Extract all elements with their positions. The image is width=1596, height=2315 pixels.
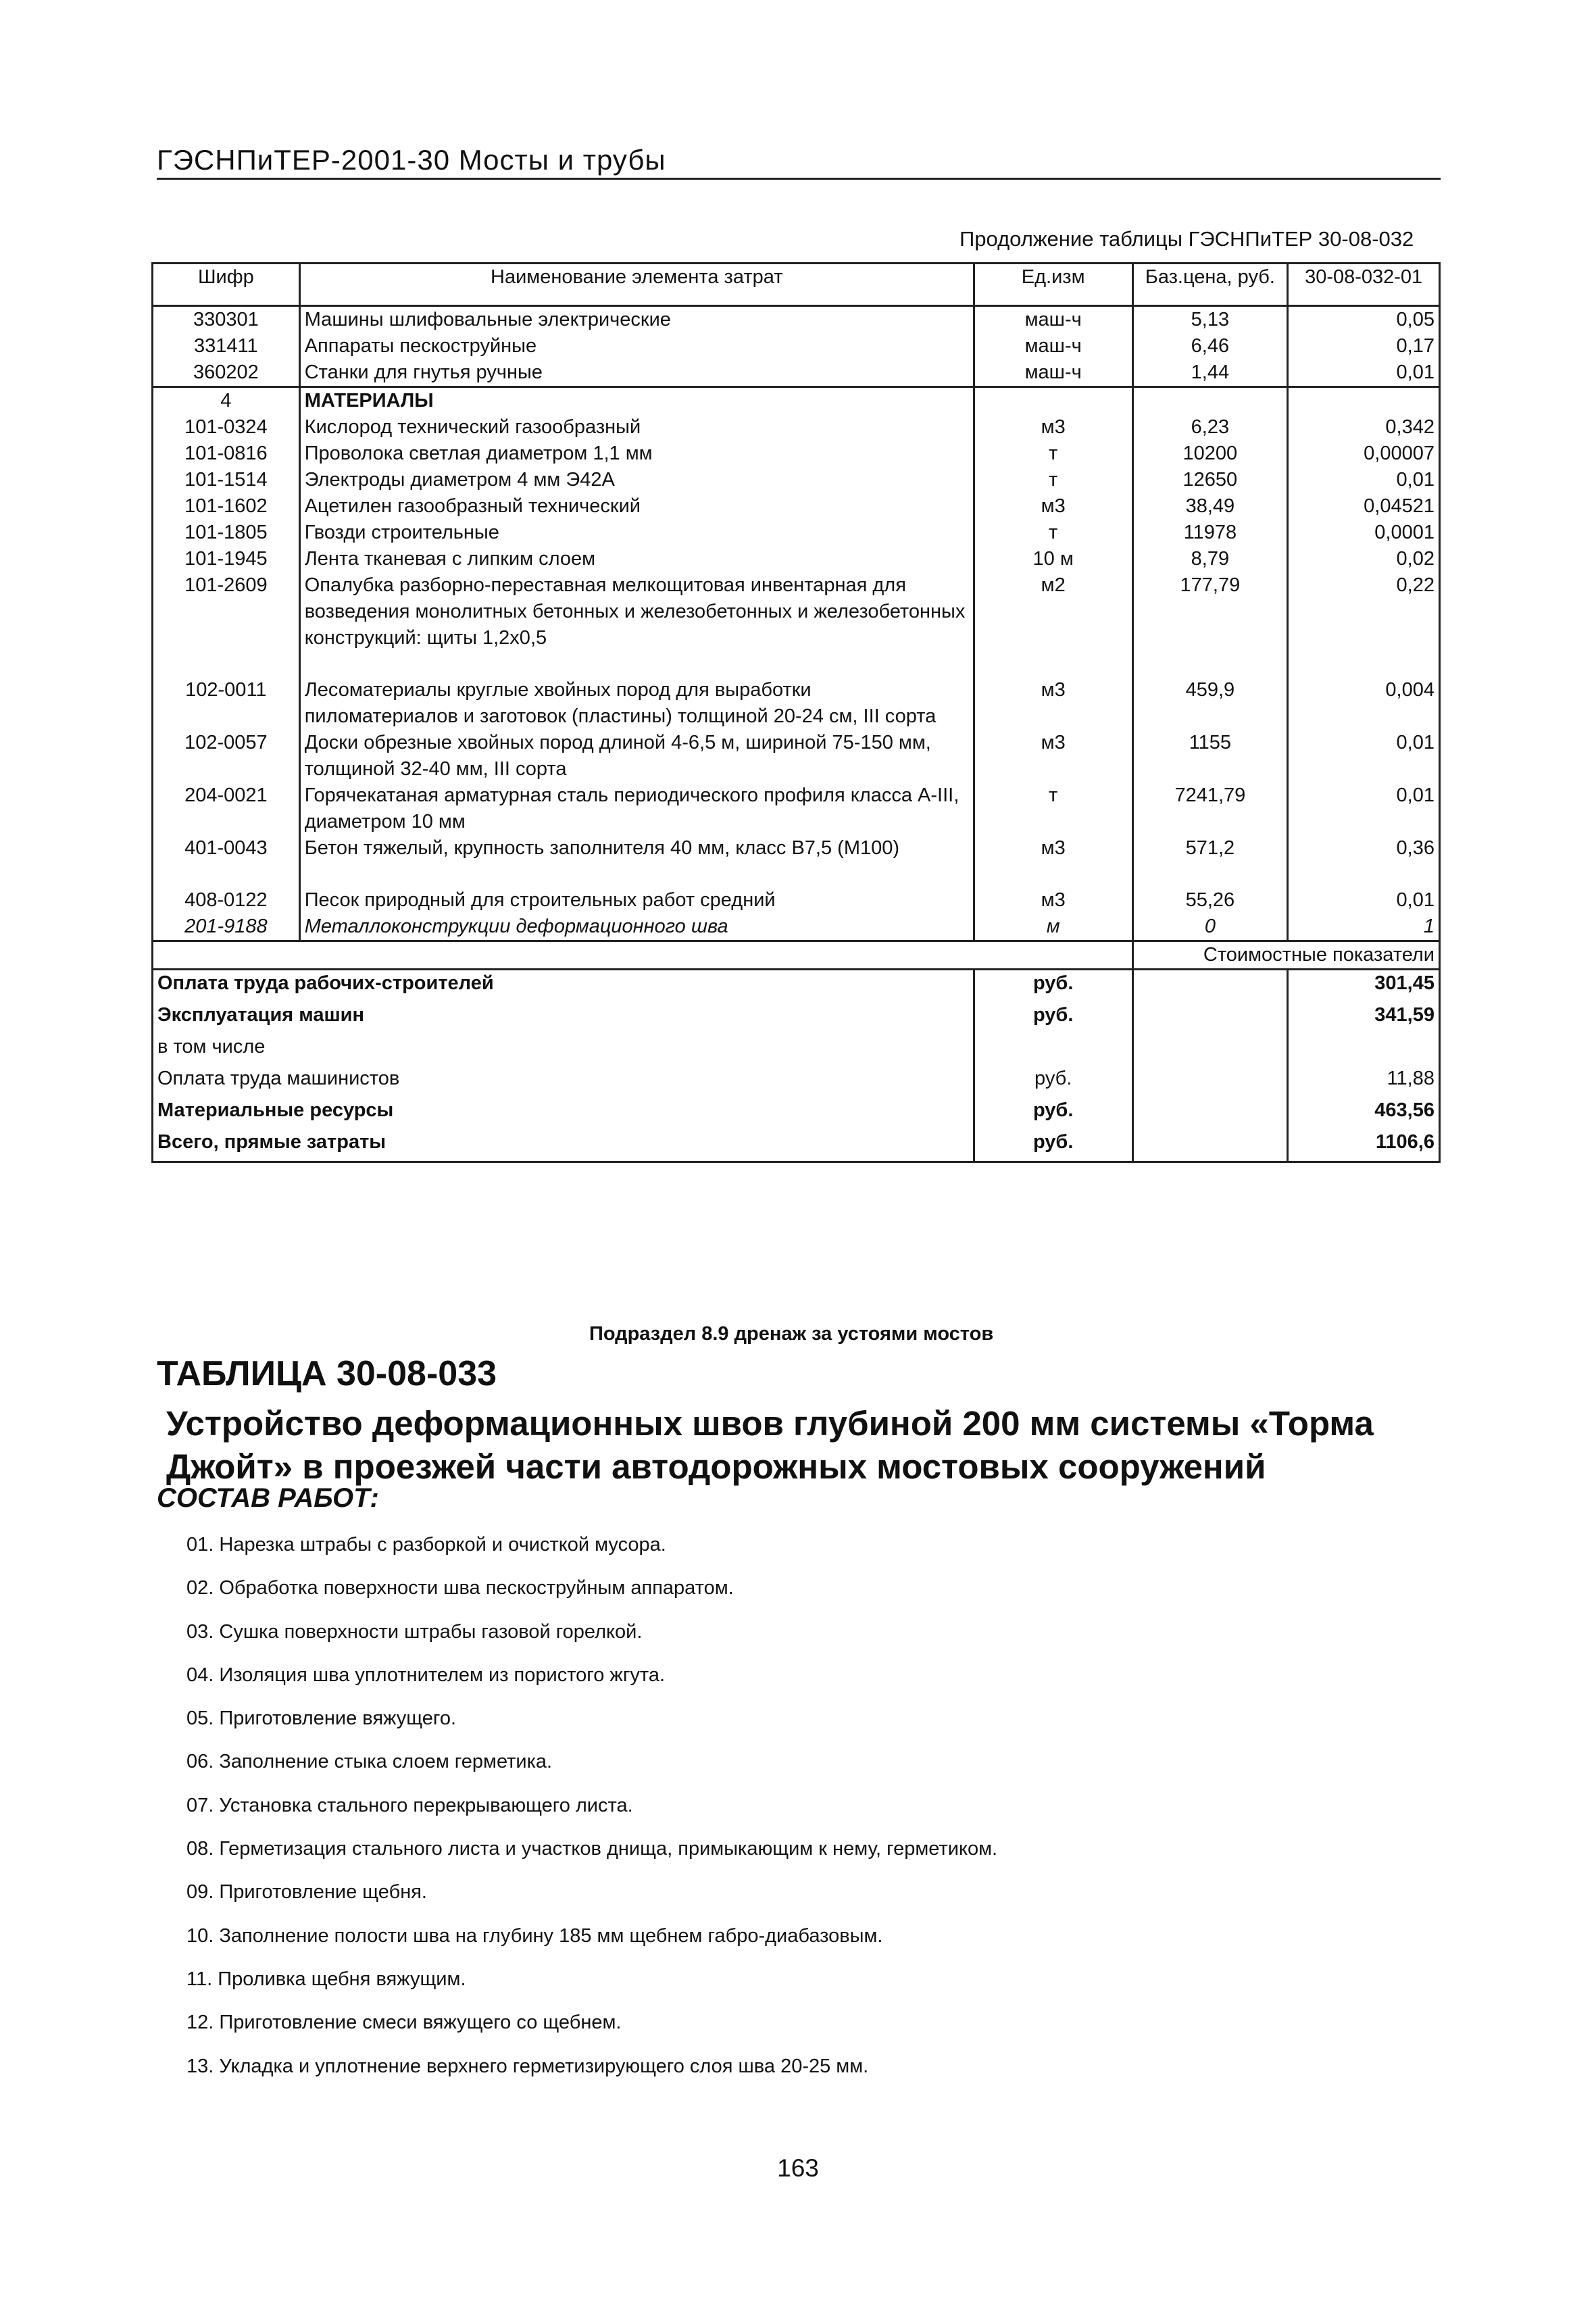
- row-price: 571,2: [1132, 835, 1288, 862]
- row-name: Лента тканевая с липким слоем: [299, 546, 974, 572]
- row-price: 459,9: [1132, 677, 1288, 730]
- row-code: 101-0816: [153, 441, 300, 467]
- row-price: 7241,79: [1132, 782, 1288, 835]
- table-row: [153, 359, 1440, 387]
- row-code: 101-1805: [153, 520, 300, 546]
- table-title: Устройство деформационных швов глубиной 200 мм системы «Торма Джойт» в проезжей части автодорожных мостовых сооружений: [166, 1404, 1374, 1486]
- row-code: 101-0324: [153, 414, 300, 441]
- cost-value: 341,59: [1288, 1002, 1440, 1034]
- row-name: Ацетилен газообразный технический: [299, 493, 974, 520]
- row-price: 55,26: [1132, 887, 1288, 914]
- row-code: 101-2609: [153, 572, 300, 651]
- row-code: 101-1602: [153, 493, 300, 520]
- cost-value: 11,88: [1288, 1066, 1440, 1097]
- row-price: 1155: [1132, 730, 1288, 782]
- row-unit: т: [974, 520, 1132, 546]
- row-code: 401-0043: [153, 835, 300, 862]
- row-price: 0: [1132, 914, 1288, 941]
- row-value: 0,342: [1288, 414, 1440, 441]
- row-name: Гвозди строительные: [299, 520, 974, 546]
- section-code: 4: [153, 387, 300, 415]
- table-row: [153, 546, 1440, 572]
- row-value: 0,01: [1288, 730, 1440, 782]
- row-price: 12650: [1132, 467, 1288, 493]
- row-name: Машины шлифовальные электрические: [299, 306, 974, 334]
- row-price: 6,46: [1132, 333, 1288, 359]
- cost-row: [153, 1034, 1440, 1066]
- row-name: Станки для гнутья ручные: [299, 359, 974, 387]
- row-code: 408-0122: [153, 887, 300, 914]
- list-item: 07. Установка стального перекрывающего листа.: [186, 1794, 633, 1816]
- row-price: 1,44: [1132, 359, 1288, 387]
- row-value: 0,17: [1288, 333, 1440, 359]
- row-price: 8,79: [1132, 546, 1288, 572]
- list-item: 12. Приготовление смеси вяжущего со щебнем.: [186, 2012, 622, 2034]
- row-value: 0,04521: [1288, 493, 1440, 520]
- row-code: 101-1514: [153, 467, 300, 493]
- row-name: Металлоконструкции деформационного шва: [299, 914, 974, 941]
- table-header-row: [153, 264, 1440, 306]
- row-unit: м3: [974, 887, 1132, 914]
- row-price: 177,79: [1132, 572, 1288, 651]
- row-code: 102-0011: [153, 677, 300, 730]
- cost-name: Оплата труда машинистов: [153, 1066, 974, 1097]
- row-value: 0,05: [1288, 306, 1440, 334]
- cost-unit: руб.: [974, 1066, 1132, 1097]
- row-price: [1132, 387, 1288, 415]
- cost-row: [153, 1002, 1440, 1034]
- section-row-materials: [153, 387, 1440, 415]
- row-spacer: [153, 862, 1440, 887]
- row-name: Бетон тяжелый, крупность заполнителя 40 мм, класс В7,5 (М100): [299, 835, 974, 862]
- cost-name: в том числе: [153, 1034, 974, 1066]
- list-item: 02. Обработка поверхности шва пескоструйным аппаратом.: [186, 1577, 734, 1599]
- row-name: Песок природный для строительных работ средний: [299, 887, 974, 914]
- row-name: Доски обрезные хвойных пород длиной 4-6,5 м, шириной 75-150 мм, толщиной 32-40 мм, III сорта: [299, 730, 974, 782]
- row-unit: маш-ч: [974, 306, 1132, 334]
- col-header-price: Баз.цена, руб.: [1132, 264, 1288, 306]
- row-unit: м2: [974, 572, 1132, 651]
- row-spacer: [153, 651, 1440, 677]
- row-unit: 10 м: [974, 546, 1132, 572]
- table-row: [153, 677, 1440, 730]
- table-row: [153, 782, 1440, 835]
- row-value: 0,01: [1288, 359, 1440, 387]
- row-unit: [974, 387, 1132, 415]
- row-code: 360202: [153, 359, 300, 387]
- row-price: 10200: [1132, 441, 1288, 467]
- list-item: 10. Заполнение полости шва на глубину 185 мм щебнем габро-диабазовым.: [186, 1924, 883, 1947]
- row-value: 0,22: [1288, 572, 1440, 651]
- subsection-heading: Подраздел 8.9 дренаж за устоями мостов: [589, 1323, 994, 1345]
- row-value: 1: [1288, 914, 1440, 941]
- row-code: 204-0021: [153, 782, 300, 835]
- table-row: [153, 333, 1440, 359]
- row-unit: м3: [974, 493, 1132, 520]
- resource-table: [151, 262, 1441, 1163]
- table-row: [153, 467, 1440, 493]
- col-header-name: Наименование элемента затрат: [299, 264, 974, 306]
- cost-row: [153, 1066, 1440, 1097]
- row-unit: м3: [974, 730, 1132, 782]
- cost-name: Всего, прямые затраты: [153, 1129, 974, 1162]
- row-unit: т: [974, 467, 1132, 493]
- row-price: 38,49: [1132, 493, 1288, 520]
- works-list: [186, 1534, 997, 2099]
- cost-name: Материальные ресурсы: [153, 1097, 974, 1129]
- cost-unit: руб.: [974, 970, 1132, 1003]
- row-name: Горячекатаная арматурная сталь периодического профиля класса А-III, диаметром 10 мм: [299, 782, 974, 835]
- row-value: 0,01: [1288, 782, 1440, 835]
- table-row: [153, 887, 1440, 914]
- running-header: ГЭСНПиТЕР-2001-30 Мосты и трубы: [157, 144, 1441, 180]
- list-item: 05. Приготовление вяжущего.: [186, 1708, 457, 1730]
- cost-value: [1288, 1034, 1440, 1066]
- list-item: 01. Нарезка штрабы с разборкой и очисткой мусора.: [186, 1534, 666, 1555]
- row-unit: м3: [974, 835, 1132, 862]
- cost-name: Оплата труда рабочих-строителей: [153, 970, 974, 1003]
- list-item: 06. Заполнение стыка слоем герметика.: [186, 1751, 553, 1773]
- list-item: 09. Приготовление щебня.: [186, 1881, 427, 1903]
- cost-unit: руб.: [974, 1097, 1132, 1129]
- works-heading: СОСТАВ РАБОТ:: [157, 1483, 379, 1513]
- row-value: 0,02: [1288, 546, 1440, 572]
- cost-name: Эксплуатация машин: [153, 1002, 974, 1034]
- row-name: Лесоматериалы круглые хвойных пород для выработки пиломатериалов и заготовок (пластины) толщиной 20-24 см, III сорта: [299, 677, 974, 730]
- table-row: [153, 835, 1440, 862]
- cost-unit: [974, 1034, 1132, 1066]
- row-code: 201-9188: [153, 914, 300, 941]
- row-value: 0,0001: [1288, 520, 1440, 546]
- list-item: 11. Проливка щебня вяжущим.: [186, 1968, 466, 1990]
- col-header-code: Шифр: [153, 264, 300, 306]
- row-price: 5,13: [1132, 306, 1288, 334]
- row-unit: маш-ч: [974, 333, 1132, 359]
- table-row: [153, 414, 1440, 441]
- row-value: 0,004: [1288, 677, 1440, 730]
- row-unit: м: [974, 914, 1132, 941]
- row-value: 0,00007: [1288, 441, 1440, 467]
- row-unit: маш-ч: [974, 359, 1132, 387]
- row-unit: м3: [974, 677, 1132, 730]
- cost-row: [153, 970, 1440, 1003]
- table-continuation-label: Продолжение таблицы ГЭСНПиТЕР 30-08-032: [959, 227, 1414, 251]
- table-row: [153, 306, 1440, 334]
- row-code: 102-0057: [153, 730, 300, 782]
- row-value: 0,36: [1288, 835, 1440, 862]
- row-name: Проволока светлая диаметром 1,1 мм: [299, 441, 974, 467]
- list-item: 13. Укладка и уплотнение верхнего герметизирующего слоя шва 20-25 мм.: [186, 2055, 869, 2077]
- list-item: 04. Изоляция шва уплотнителем из пористого жгута.: [186, 1664, 666, 1686]
- col-header-norm: 30-08-032-01: [1288, 264, 1440, 306]
- cost-unit: руб.: [974, 1129, 1132, 1162]
- table-row-italic: [153, 914, 1440, 941]
- row-unit: т: [974, 441, 1132, 467]
- row-value: [1288, 387, 1440, 415]
- row-code: 330301: [153, 306, 300, 334]
- list-item: 03. Сушка поверхности штрабы газовой горелкой.: [186, 1620, 643, 1643]
- row-price: 6,23: [1132, 414, 1288, 441]
- cost-row: [153, 1129, 1440, 1162]
- table-row: [153, 730, 1440, 782]
- cost-indicators-row: [153, 941, 1440, 970]
- row-code: 331411: [153, 333, 300, 359]
- row-name: Электроды диаметром 4 мм Э42А: [299, 467, 974, 493]
- section-title: МАТЕРИАЛЫ: [299, 387, 974, 415]
- row-name: Опалубка разборно-переставная мелкощитовая инвентарная для возведения монолитных бетонных и железобетонных и железобетонных конструкций: щиты 1,2х0,5: [299, 572, 974, 651]
- cost-indicators-label: Стоимостные показатели: [1132, 941, 1440, 970]
- row-value: 0,01: [1288, 467, 1440, 493]
- row-name: Кислород технический газообразный: [299, 414, 974, 441]
- table-row: [153, 572, 1440, 651]
- row-unit: т: [974, 782, 1132, 835]
- table-row: [153, 441, 1440, 467]
- row-code: 101-1945: [153, 546, 300, 572]
- cost-value: 1106,6: [1288, 1129, 1440, 1162]
- cost-value: 301,45: [1288, 970, 1440, 1003]
- row-name: Аппараты пескоструйные: [299, 333, 974, 359]
- cost-unit: руб.: [974, 1002, 1132, 1034]
- col-header-unit: Ед.изм: [974, 264, 1132, 306]
- row-unit: м3: [974, 414, 1132, 441]
- row-value: 0,01: [1288, 887, 1440, 914]
- table-row: [153, 520, 1440, 546]
- page-number: 163: [777, 2154, 819, 2182]
- table-row: [153, 493, 1440, 520]
- table-number-heading: ТАБЛИЦА 30-08-033: [157, 1354, 497, 1393]
- list-item: 08. Герметизация стального листа и участков днища, примыкающим к нему, герметиком.: [186, 1838, 998, 1860]
- cost-value: 463,56: [1288, 1097, 1440, 1129]
- row-price: 11978: [1132, 520, 1288, 546]
- cost-row: [153, 1097, 1440, 1129]
